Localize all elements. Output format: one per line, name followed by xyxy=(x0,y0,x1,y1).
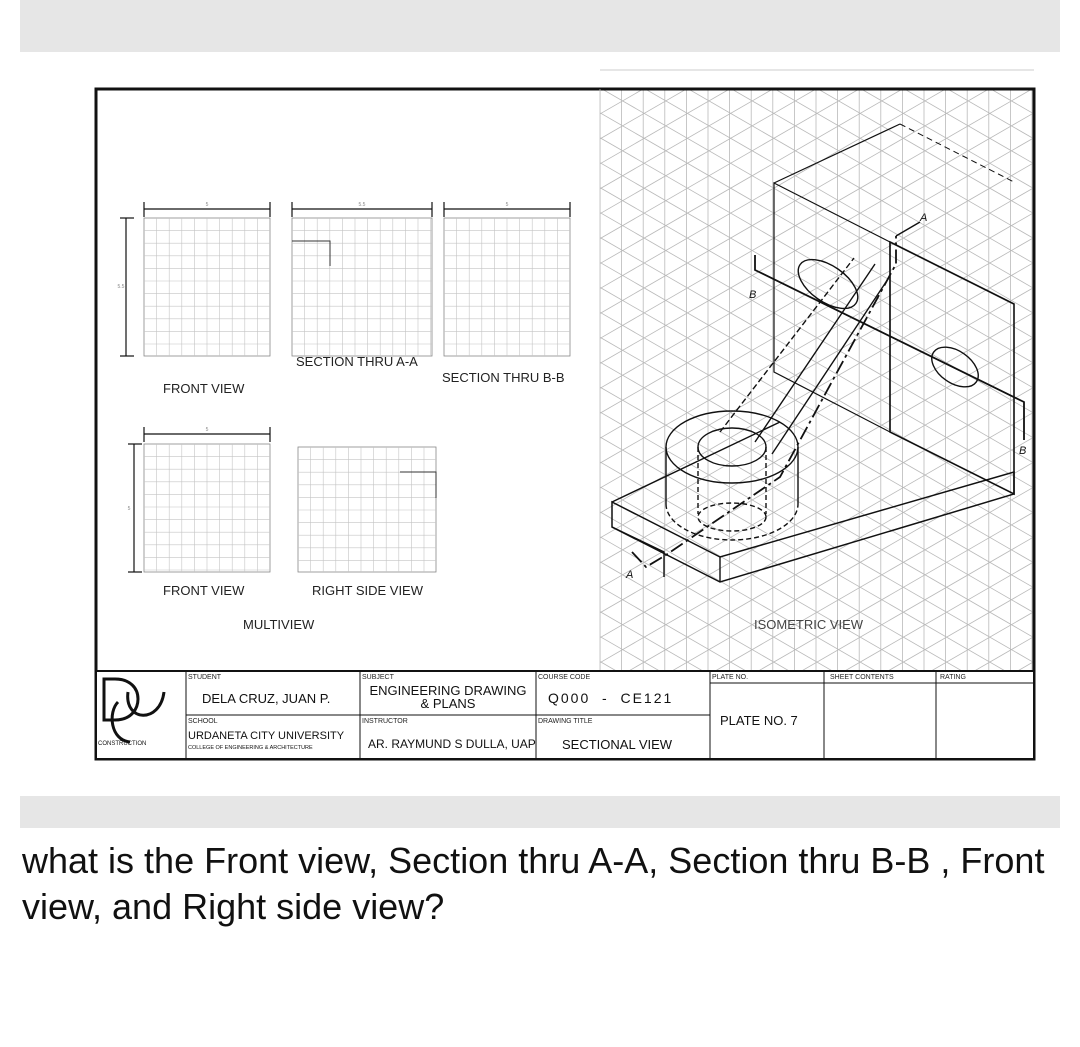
course-code: Q000 - CE121 xyxy=(548,690,674,706)
section-bb-grid xyxy=(444,218,570,356)
bottom-gray-band xyxy=(20,796,1060,828)
plate-number: PLATE NO. 7 xyxy=(720,713,798,728)
question-text: what is the Front view, Section thru A-A, Section thru B-B , Front view, and Right side view? xyxy=(22,840,1045,927)
logo-caption: CONSTRUCTION xyxy=(98,741,147,747)
course-code-header: COURSE CODE xyxy=(538,674,591,681)
dim-front-height: 5.5 xyxy=(117,284,125,290)
label-right-side-view: RIGHT SIDE VIEW xyxy=(312,583,423,598)
student-name: DELA CRUZ, JUAN P. xyxy=(202,691,331,706)
section-aa-mark xyxy=(292,241,330,266)
student-header: STUDENT xyxy=(188,674,222,681)
school-header: SCHOOL xyxy=(188,718,218,725)
dim-section-aa-width: 5.5 xyxy=(358,202,366,208)
dim-front2-width: 5 xyxy=(205,427,209,433)
label-front-view-2: FRONT VIEW xyxy=(163,583,245,598)
drawing-title-header: DRAWING TITLE xyxy=(538,718,593,725)
cut-label-a-bottom: A xyxy=(626,569,634,581)
cut-label-b-right: B xyxy=(1019,445,1027,457)
drawing-sheet xyxy=(20,52,1060,796)
rating-header: RATING xyxy=(940,674,966,681)
plate-no-header: PLATE NO. xyxy=(712,674,749,681)
label-front-view: FRONT VIEW xyxy=(163,381,245,396)
instructor-name: AR. RAYMUND S DULLA, UAP xyxy=(368,737,536,751)
plate-border xyxy=(96,89,1034,759)
front-view-2-grid xyxy=(144,444,270,572)
label-multiview: MULTIVIEW xyxy=(243,617,315,632)
college-name: COLLEGE OF ENGINEERING & ARCHITECTURE xyxy=(188,745,313,751)
subject-header: SUBJECT xyxy=(362,674,394,681)
cut-label-a-top: A xyxy=(920,212,928,224)
drawing-plate xyxy=(20,52,1060,796)
label-section-bb: SECTION THRU B-B xyxy=(442,370,565,385)
subject-line-2: & PLANS xyxy=(420,696,476,711)
dim-section-bb-width: 5 xyxy=(505,202,509,208)
right-side-view-grid xyxy=(298,447,436,572)
drawing-title: SECTIONAL VIEW xyxy=(562,737,673,752)
school-name: URDANETA CITY UNIVERSITY xyxy=(188,730,345,742)
label-isometric-view: ISOMETRIC VIEW xyxy=(754,617,864,632)
label-section-aa: SECTION THRU A-A xyxy=(296,354,418,369)
top-gray-band xyxy=(20,0,1060,52)
dim-front-width: 5 xyxy=(205,202,209,208)
subject-line-1: ENGINEERING DRAWING xyxy=(369,683,527,698)
sheet-contents-header: SHEET CONTENTS xyxy=(830,674,894,681)
front-view-grid xyxy=(144,218,270,356)
section-aa-grid xyxy=(292,218,432,356)
title-block xyxy=(96,671,1034,759)
cut-label-b-left: B xyxy=(749,289,757,301)
instructor-header: INSTRUCTOR xyxy=(362,718,408,725)
dim-front2-height: 5 xyxy=(127,506,131,512)
